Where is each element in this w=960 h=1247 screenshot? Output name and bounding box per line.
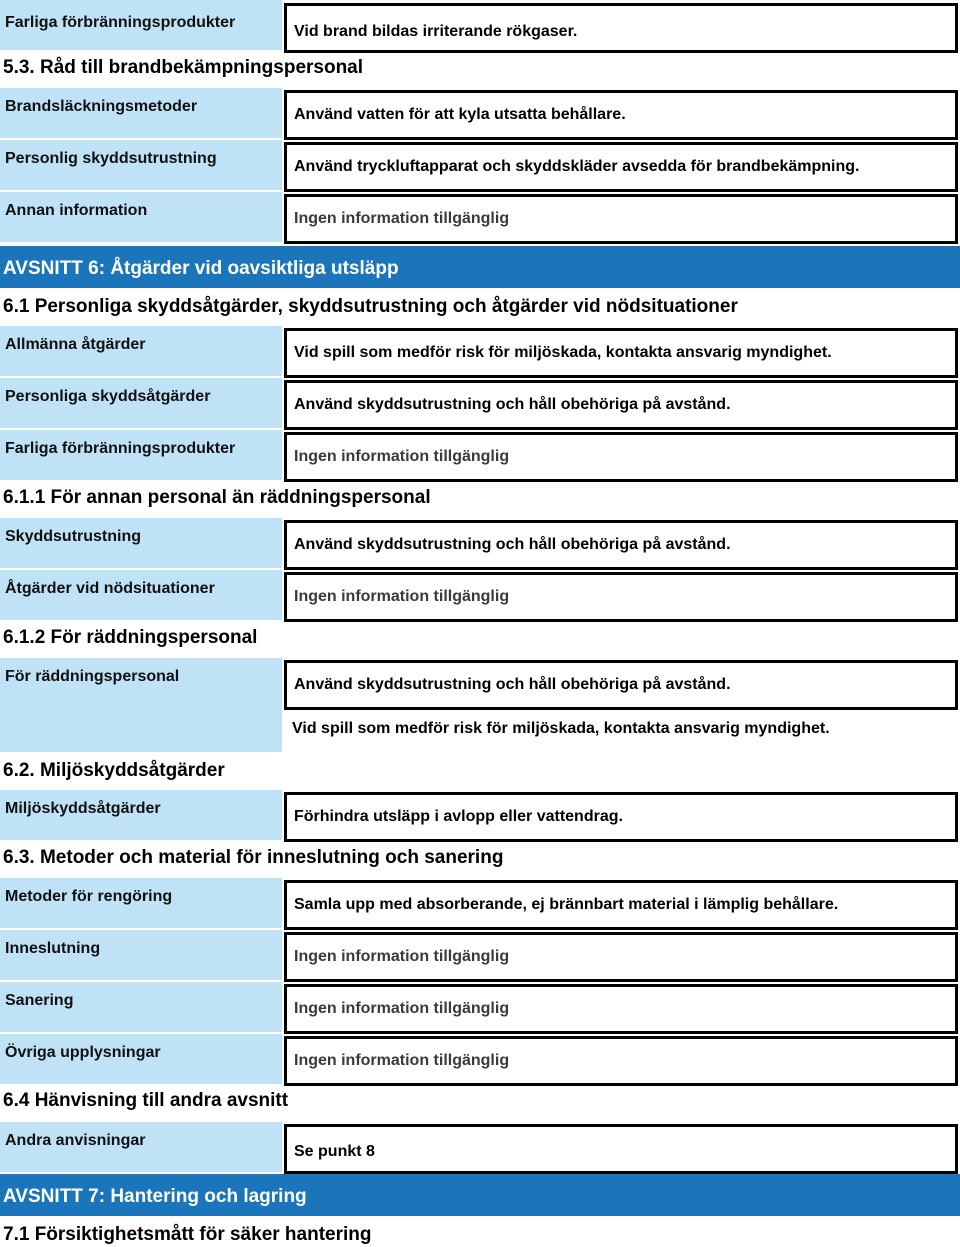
row-value-miljoskyddsatgarder: Förhindra utsläpp i avlopp eller vattendrag. (284, 792, 958, 842)
row-value-atgarder-vid-nodsituationer: Ingen information tillgänglig (284, 572, 958, 622)
row-label-atgarder-vid-nodsituationer: Åtgärder vid nödsituationer (0, 570, 282, 620)
row-label-miljoskyddsatgarder: Miljöskyddsåtgärder (0, 790, 282, 840)
row-label-metoder-for-rengoring: Metoder för rengöring (0, 878, 282, 928)
heading-5-3: 5.3. Råd till brandbekämpningspersonal (3, 57, 364, 78)
section-7-title-bar: AVSNITT 7: Hantering och lagring (0, 1174, 960, 1216)
row-value-inneslutning: Ingen information tillgänglig (284, 932, 958, 982)
row-value-andra-anvisningar: Se punkt 8 (284, 1124, 958, 1174)
row-label-annan-information: Annan information (0, 192, 282, 242)
heading-6-2: 6.2. Miljöskyddsåtgärder (3, 760, 225, 781)
row-label-ovriga-upplysningar: Övriga upplysningar (0, 1034, 282, 1084)
row-value-farliga-forbranningsprodukter: Vid brand bildas irriterande rökgaser. (284, 3, 958, 53)
row-label-andra-anvisningar: Andra anvisningar (0, 1122, 282, 1172)
row-label-for-raddningspersonal: För räddningspersonal (0, 658, 282, 752)
row-value-allmanna-atgarder: Vid spill som medför risk för miljöskada, kontakta ansvarig myndighet. (284, 328, 958, 378)
section-6-title-bar: AVSNITT 6: Åtgärder vid oavsiktliga utsläpp (0, 246, 960, 288)
row-value-metoder-for-rengoring: Samla upp med absorberande, ej brännbart material i lämplig behållare. (284, 880, 958, 930)
row-label-sanering: Sanering (0, 982, 282, 1032)
row-value-sanering: Ingen information tillgänglig (284, 984, 958, 1034)
row-label-inneslutning: Inneslutning (0, 930, 282, 980)
heading-6-1-2: 6.1.2 För räddningspersonal (3, 627, 258, 648)
row-value-annan-information: Ingen information tillgänglig (284, 194, 958, 244)
heading-6-1-1: 6.1.1 För annan personal än räddningspersonal (3, 487, 431, 508)
row-value-personlig-skyddsutrustning: Använd tryckluftapparat och skyddskläder avsedda för brandbekämpning. (284, 142, 958, 192)
row-value-for-raddningspersonal-extra: Vid spill som medför risk för miljöskada, kontakta ansvarig myndighet. (292, 720, 830, 737)
row-value-brandslackningsmetoder: Använd vatten för att kyla utsatta behållare. (284, 90, 958, 140)
heading-6-1: 6.1 Personliga skyddsåtgärder, skyddsutrustning och åtgärder vid nödsituationer (3, 296, 738, 317)
heading-6-3: 6.3. Metoder och material för inneslutning och sanering (3, 847, 504, 868)
heading-7-1: 7.1 Försiktighetsmått för säker hantering (3, 1224, 372, 1245)
row-value-ovriga-upplysningar: Ingen information tillgänglig (284, 1036, 958, 1086)
row-value-skyddsutrustning: Använd skyddsutrustning och håll obehöriga på avstånd. (284, 520, 958, 570)
row-value-personliga-skyddsatgarder: Använd skyddsutrustning och håll obehöriga på avstånd. (284, 380, 958, 430)
row-label-allmanna-atgarder: Allmänna åtgärder (0, 326, 282, 376)
row-label-skyddsutrustning: Skyddsutrustning (0, 518, 282, 568)
row-label-farliga-forbranningsprodukter-6: Farliga förbränningsprodukter (0, 430, 282, 480)
heading-6-4: 6.4 Hänvisning till andra avsnitt (3, 1090, 289, 1111)
row-label-personlig-skyddsutrustning: Personlig skyddsutrustning (0, 140, 282, 190)
row-value-for-raddningspersonal: Använd skyddsutrustning och håll obehöriga på avstånd. (284, 660, 958, 710)
row-label-brandslackningsmetoder: Brandsläckningsmetoder (0, 88, 282, 138)
row-value-farliga-forbranningsprodukter-6: Ingen information tillgänglig (284, 432, 958, 482)
row-label-personliga-skyddsatgarder: Personliga skyddsåtgärder (0, 378, 282, 428)
row-label-farliga-forbranningsprodukter: Farliga förbränningsprodukter (0, 0, 282, 50)
